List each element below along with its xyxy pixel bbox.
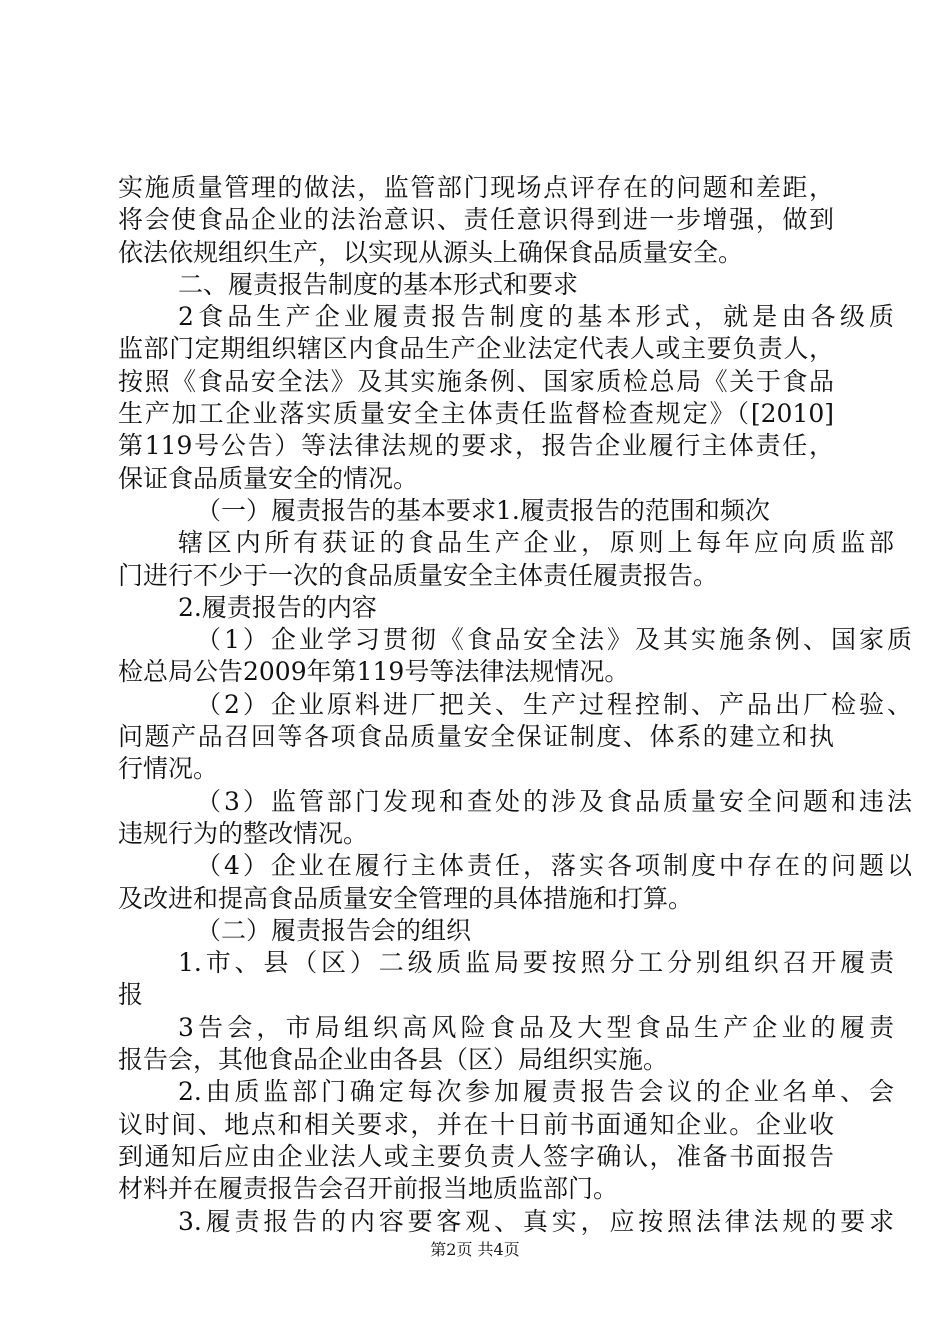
- list-item-start: （2）企业原料进厂把关、生产过程控制、产品出厂检验、: [196, 689, 912, 719]
- text-line: 到通知后应由企业法人或主要负责人签字确认，准备书面报告: [118, 1141, 834, 1171]
- subsection-heading: （二）履责报告会的组织: [196, 915, 472, 945]
- text-line: 行情况。: [118, 754, 219, 784]
- text-line: 报: [118, 980, 144, 1010]
- document-body: [118, 172, 912, 1238]
- text-line: 保证食品质量安全的情况。: [118, 463, 419, 493]
- list-item-start: （1）企业学习贯彻《食品安全法》及其实施条例、国家质: [196, 625, 912, 655]
- text-line: 实施质量管理的做法，监管部门现场点评存在的问题和差距，: [118, 173, 834, 202]
- subsection-heading: （一）履责报告的基本要求1.履责报告的范围和频次: [196, 495, 770, 525]
- text-line: 依法依规组织生产，以实现从源头上确保食品质量安全。: [118, 237, 744, 267]
- section-heading: 二、履责报告制度的基本形式和要求: [178, 269, 579, 299]
- item-heading: 2.履责报告的内容: [178, 592, 377, 622]
- paragraph-start: 3告会，市局组织高风险食品及大型食品生产企业的履责: [178, 1012, 894, 1042]
- page-number: 第2页 共4页: [430, 1240, 520, 1259]
- text-line: 问题产品召回等各项食品质量安全保证制度、体系的建立和执: [118, 722, 834, 752]
- paragraph-start: 3.履责报告的内容要客观、真实，应按照法律法规的要求: [178, 1206, 894, 1236]
- text-line: 违规行为的整改情况。: [118, 818, 369, 848]
- text-line: 生产加工企业落实质量安全主体责任监督检查规定》（[2010]: [118, 399, 834, 429]
- paragraph-start: 辖区内所有获证的食品生产企业，原则上每年应向质监部: [178, 528, 894, 558]
- text-line: 检总局公告2009年第119号等法律法规情况。: [118, 657, 630, 687]
- text-line: 将会使食品企业的法治意识、责任意识得到进一步增强，做到: [118, 205, 834, 235]
- list-item-start: （3）监管部门发现和查处的涉及食品质量安全问题和违法: [196, 786, 912, 816]
- text-line: 及改进和提高食品质量安全管理的具体措施和打算。: [118, 883, 694, 913]
- paragraph-start: 2食品生产企业履责报告制度的基本形式，就是由各级质: [178, 302, 894, 332]
- page-footer: [0, 1240, 950, 1260]
- list-item-start: （4）企业在履行主体责任，落实各项制度中存在的问题以: [196, 851, 912, 881]
- text-line: 监部门定期组织辖区内食品生产企业法定代表人或主要负责人，: [118, 334, 834, 364]
- text-line: 第119号公告）等法律法规的要求，报告企业履行主体责任，: [118, 431, 834, 461]
- text-line: 报告会，其他食品企业由各县（区）局组织实施。: [118, 1045, 669, 1075]
- text-line: 材料并在履责报告会召开前报当地质监部门。: [118, 1174, 619, 1204]
- text-line: 门进行不少于一次的食品质量安全主体责任履责报告。: [118, 560, 719, 590]
- paragraph-start: 2.由质监部门确定每次参加履责报告会议的企业名单、会: [178, 1077, 894, 1107]
- text-line: 议时间、地点和相关要求，并在十日前书面通知企业。企业收: [118, 1109, 834, 1139]
- text-line: 按照《食品安全法》及其实施条例、国家质检总局《关于食品: [118, 366, 834, 396]
- paragraph-start: 1.市、县（区）二级质监局要按照分工分别组织召开履责: [178, 948, 894, 978]
